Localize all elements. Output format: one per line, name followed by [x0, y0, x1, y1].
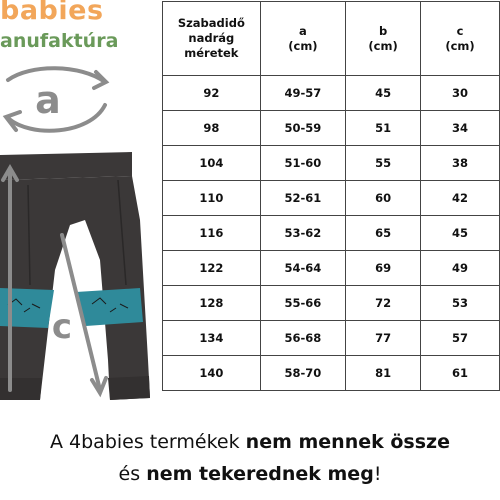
cell-size: 116 [163, 216, 261, 251]
cell-b: 55 [346, 146, 421, 181]
cell-c: 53 [421, 286, 500, 321]
cell-b: 72 [346, 286, 421, 321]
label-a: a [35, 78, 61, 122]
table-row [163, 286, 500, 321]
cell-a: 52-61 [260, 181, 345, 216]
cell-size: 92 [163, 76, 261, 111]
cell-a: 49-57 [260, 76, 345, 111]
table-row [163, 111, 500, 146]
cell-c: 57 [421, 321, 500, 356]
logo-text-manufaktura: anufaktúra [0, 30, 119, 52]
pants-illustration [0, 60, 165, 420]
cell-size: 110 [163, 181, 261, 216]
cell-size: 104 [163, 146, 261, 181]
caption-line-2 [0, 462, 500, 486]
header-c: c (cm) [421, 2, 500, 76]
cell-b: 69 [346, 251, 421, 286]
table-row [163, 321, 500, 356]
header-size: Szabadidő nadrág méretek [163, 2, 261, 76]
caption-emphasis: nem tekerednek meg [146, 463, 374, 485]
caption-emphasis: nem mennek össze [245, 431, 450, 453]
cell-c: 42 [421, 181, 500, 216]
caption-text: ! [373, 463, 382, 485]
caption-line-1 [0, 430, 500, 454]
cell-a: 50-59 [260, 111, 345, 146]
brand-logo [0, 0, 160, 60]
cell-b: 51 [346, 111, 421, 146]
cell-b: 60 [346, 181, 421, 216]
cell-a: 55-66 [260, 286, 345, 321]
table-row [163, 251, 500, 286]
table-row [163, 146, 500, 181]
table-row [163, 356, 500, 391]
pants-shape [0, 152, 150, 400]
header-a: a (cm) [260, 2, 345, 76]
cell-c: 30 [421, 76, 500, 111]
cell-b: 65 [346, 216, 421, 251]
cell-a: 53-62 [260, 216, 345, 251]
header-b: b (cm) [346, 2, 421, 76]
caption-text: A 4babies termékek [50, 431, 246, 453]
cell-c: 45 [421, 216, 500, 251]
cell-size: 122 [163, 251, 261, 286]
cell-c: 61 [421, 356, 500, 391]
cell-size: 98 [163, 111, 261, 146]
cell-a: 51-60 [260, 146, 345, 181]
cell-c: 49 [421, 251, 500, 286]
cell-size: 128 [163, 286, 261, 321]
cell-a: 58-70 [260, 356, 345, 391]
cell-b: 81 [346, 356, 421, 391]
label-c: c [51, 307, 73, 347]
cell-a: 54-64 [260, 251, 345, 286]
caption-text: és [118, 463, 147, 485]
size-table [162, 1, 500, 391]
cell-c: 38 [421, 146, 500, 181]
cell-size: 134 [163, 321, 261, 356]
cell-c: 34 [421, 111, 500, 146]
table-row [163, 76, 500, 111]
cell-a: 56-68 [260, 321, 345, 356]
logo-text-babies: babies [0, 0, 104, 26]
cell-b: 77 [346, 321, 421, 356]
cell-size: 140 [163, 356, 261, 391]
table-header-row [163, 2, 500, 76]
table-row [163, 181, 500, 216]
table-row [163, 216, 500, 251]
cell-b: 45 [346, 76, 421, 111]
